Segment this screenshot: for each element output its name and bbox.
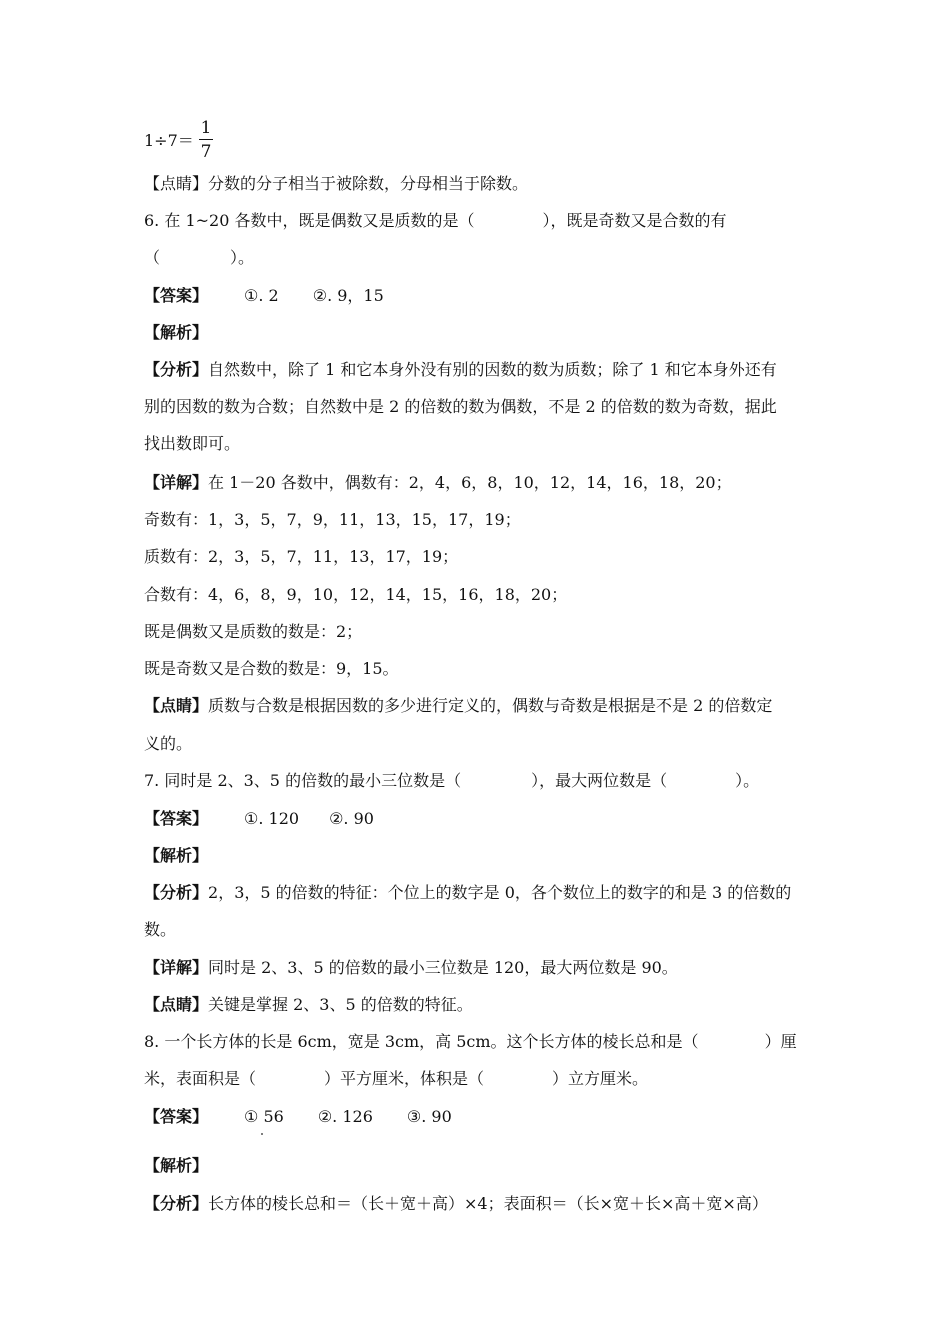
analysis-tag: 【分析】: [144, 1194, 209, 1213]
fraction-denominator: 7: [200, 142, 212, 162]
answer-8-part-1: ① 56: [244, 1107, 284, 1126]
key-point-7-text: 关键是掌握 2、3、5 的倍数的特征。: [208, 995, 473, 1014]
question-6-text-b: ），既是奇数又是合数的有: [542, 211, 727, 230]
question-6-text-c: （: [144, 248, 161, 267]
analysis-7-line-1: [144, 882, 809, 904]
detail-6-text-2: 奇数有：1，3，5，7，9，11，13，15，17，19；: [144, 510, 521, 529]
analysis-8-text-1: 长方体的棱长总和＝（长＋宽＋高）×4；表面积＝（长×宽＋长×高＋宽×高）: [208, 1194, 768, 1213]
question-8-text-c: 米，表面积是（: [144, 1069, 257, 1088]
key-point-5: [144, 173, 809, 195]
detail-6-line-3: [144, 546, 809, 568]
key-point-6-line-1: [144, 695, 809, 717]
answer-7-part-2: ②. 90: [329, 809, 374, 828]
question-8-text-d: ）平方厘米，体积是（: [324, 1069, 485, 1088]
detail-6-text-6: 既是奇数又是合数的数是：9，15。: [144, 659, 399, 678]
key-point-6-text-2: 义的。: [144, 734, 193, 753]
question-7: [144, 770, 809, 792]
fraction-equation: [144, 118, 344, 166]
analysis-6-text-1: 自然数中，除了 1 和它本身外没有别的因数的数为质数；除了 1 和它本身外还有: [208, 360, 777, 379]
analysis-label: 【解析】: [144, 323, 209, 342]
detail-tag: 【详解】: [144, 958, 209, 977]
answer-8: [144, 1106, 809, 1128]
analysis-7-text-1: 2，3，5 的倍数的特征：个位上的数字是 0，各个数位上的数字的和是 3 的倍数的: [208, 883, 792, 902]
answer-label: 【答案】: [144, 286, 209, 305]
question-6-line-2: [144, 247, 809, 269]
detail-6-line-5: [144, 621, 809, 643]
question-8-text-a: 8. 一个长方体的长是 6cm，宽是 3cm，高 5cm。这个长方体的棱长总和是（: [144, 1032, 699, 1051]
question-7-text-a: 7. 同时是 2、3、5 的倍数的最小三位数是（: [144, 771, 462, 790]
detail-tag: 【详解】: [144, 473, 209, 492]
key-point-7: [144, 994, 809, 1016]
analysis-6-line-3: [144, 433, 809, 455]
question-7-text-b: ），最大两位数是（: [531, 771, 668, 790]
answer-6-part-2: ②. 9，15: [312, 286, 384, 305]
detail-6-line-1: [144, 472, 809, 494]
key-point-6-line-2: [144, 733, 809, 755]
question-8-text-b: ）厘: [764, 1032, 797, 1051]
detail-7-text: 同时是 2、3、5 的倍数的最小三位数是 120，最大两位数是 90。: [208, 958, 678, 977]
question-6-text-d: ）。: [230, 248, 255, 267]
question-8-text-e: ）立方厘米。: [552, 1069, 649, 1088]
fraction-numerator: 1: [200, 118, 212, 138]
key-point-tag: 【点睛】: [144, 995, 209, 1014]
analysis-6-line-2: [144, 396, 809, 418]
analysis-6-text-2: 别的因数的数为合数；自然数中是 2 的倍数的数为偶数，不是 2 的倍数的数为奇数，据此: [144, 397, 777, 416]
equation-left: 1÷7＝: [144, 131, 194, 150]
detail-6-text-1: 在 1－20 各数中，偶数有：2，4，6，8，10，12，14，16，18，20；: [208, 473, 732, 492]
detail-6-line-2: [144, 509, 809, 531]
analysis-6-heading: [144, 322, 809, 344]
analysis-tag: 【分析】: [144, 883, 209, 902]
answer-label: 【答案】: [144, 809, 209, 828]
detail-6-line-6: [144, 658, 809, 680]
key-point-tag: 【点睛】: [144, 696, 209, 715]
key-point-6-text-1: 质数与合数是根据因数的多少进行定义的，偶数与奇数是根据是不是 2 的倍数定: [208, 696, 773, 715]
fraction-bar: [199, 139, 213, 140]
answer-6-part-1: ①. 2: [244, 286, 279, 305]
question-8-line-1: [144, 1031, 809, 1053]
answer-7-part-1: ①. 120: [244, 809, 300, 828]
answer-7: [144, 808, 809, 830]
question-6-text-a: 6. 在 1~20 各数中，既是偶数又是质数的是（: [144, 211, 475, 230]
question-6-line-1: [144, 210, 809, 232]
detail-6-text-4: 合数有：4，6，8，9，10，12，14，15，16，18，20；: [144, 585, 568, 604]
detail-6-text-3: 质数有：2，3，5，7，11，13，17，19；: [144, 547, 459, 566]
analysis-8-heading: [144, 1155, 809, 1177]
analysis-7-line-2: [144, 919, 809, 941]
detail-6-line-4: [144, 584, 809, 606]
detail-7: [144, 957, 809, 979]
analysis-7-heading: [144, 845, 809, 867]
analysis-8-line-1: [144, 1193, 809, 1215]
answer-6: [144, 285, 809, 307]
analysis-label: 【解析】: [144, 846, 209, 865]
answer-8-part-2: ②. 126: [317, 1107, 373, 1126]
key-point-5-text: 【点睛】分数的分子相当于被除数，分母相当于除数。: [144, 174, 529, 193]
analysis-tag: 【分析】: [144, 360, 209, 379]
answer-label: 【答案】: [144, 1107, 209, 1126]
fraction: [199, 118, 213, 163]
question-8-line-2: [144, 1068, 809, 1090]
stray-dot: [261, 1133, 263, 1135]
analysis-6-text-3: 找出数即可。: [144, 434, 241, 453]
question-7-text-c: ）。: [735, 771, 760, 790]
analysis-7-text-2: 数。: [144, 920, 177, 939]
answer-8-part-3: ③. 90: [406, 1107, 452, 1126]
analysis-label: 【解析】: [144, 1156, 209, 1175]
analysis-6-line-1: [144, 359, 809, 381]
detail-6-text-5: 既是偶数又是质数的数是：2；: [144, 622, 363, 641]
